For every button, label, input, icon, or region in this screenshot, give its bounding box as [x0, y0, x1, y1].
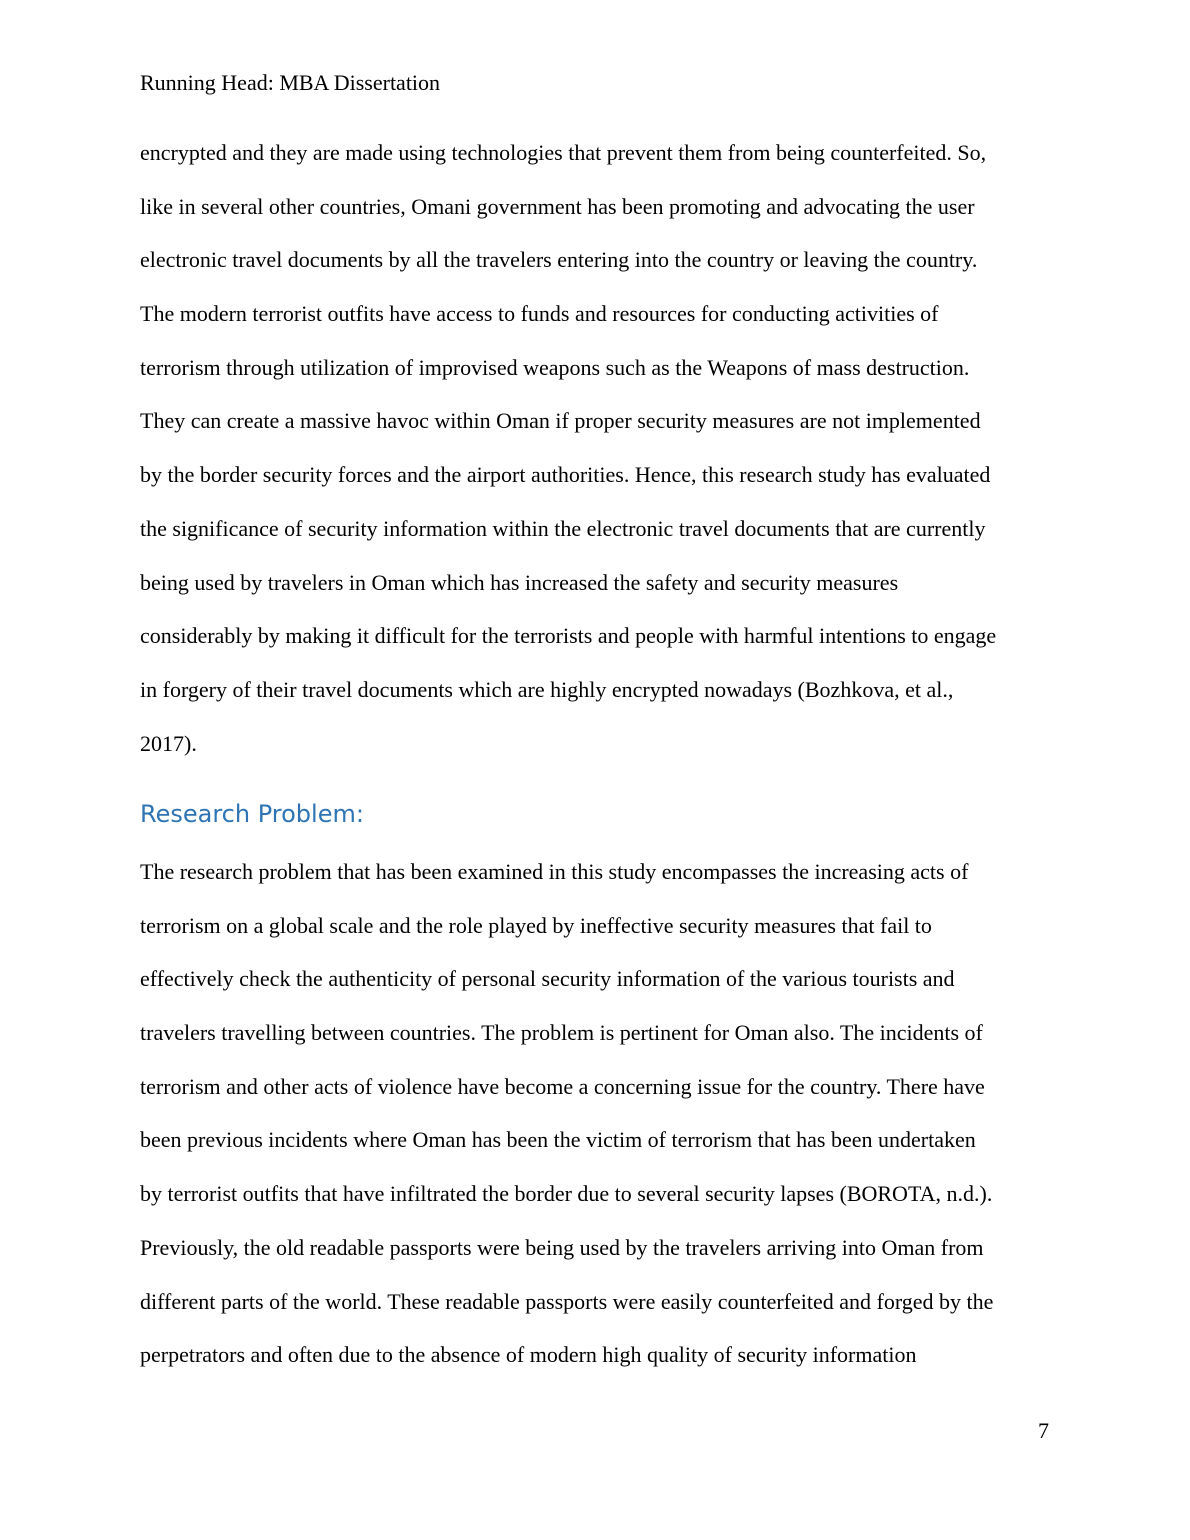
paragraph-line: in forgery of their travel documents which are highly encrypted nowadays (Bozhkova, et al., — [140, 676, 954, 702]
paragraph-line: terrorism on a global scale and the role played by ineffective security measures that fail to — [140, 912, 932, 938]
paragraph-line: by the border security forces and the airport authorities. Hence, this research study has evaluated — [140, 462, 991, 488]
paragraph-line: electronic travel documents by all the travelers entering into the country or leaving the country. — [140, 247, 978, 273]
paragraph-line: considerably by making it difficult for the terrorists and people with harmful intentions to engage — [140, 623, 997, 649]
paragraph-line: Previously, the old readable passports were being used by the travelers arriving into Oman from — [140, 1234, 984, 1260]
paragraph-line: the significance of security information within the electronic travel documents that are currently — [140, 515, 986, 541]
paragraph-line: perpetrators and often due to the absence of modern high quality of security information — [140, 1342, 917, 1368]
paragraph-line: effectively check the authenticity of personal security information of the various tourists and — [140, 966, 955, 992]
running-head: Running Head: MBA Dissertation — [140, 70, 441, 95]
body-paragraph-2 — [140, 857, 1060, 1394]
paragraph-line: The research problem that has been examined in this study encompasses the increasing acts of — [140, 859, 969, 884]
paragraph-line: terrorism through utilization of improvised weapons such as the Weapons of mass destruction. — [140, 354, 970, 380]
paragraph-line: by terrorist outfits that have infiltrated the border due to several security lapses (BOROTA, n.d.). — [140, 1181, 993, 1207]
paragraph-line: been previous incidents where Oman has been the victim of terrorism that has been undertaken — [140, 1127, 976, 1153]
paragraph-line: travelers travelling between countries. The problem is pertinent for Oman also. The incidents of — [140, 1020, 983, 1046]
body-paragraph-1 — [140, 138, 1060, 782]
paragraph-line: different parts of the world. These readable passports were easily counterfeited and forged by the — [140, 1288, 994, 1314]
paragraph-line: The modern terrorist outfits have access to funds and resources for conducting activities of — [140, 301, 939, 327]
paragraph-line: 2017). — [140, 730, 197, 756]
page-number: 7 — [1038, 1418, 1049, 1443]
paragraph-line: being used by travelers in Oman which has increased the safety and security measures — [140, 569, 899, 595]
paragraph-line: like in several other countries, Omani government has been promoting and advocating the user — [140, 193, 975, 219]
paragraph-line: terrorism and other acts of violence have become a concerning issue for the country. There have — [140, 1073, 985, 1099]
paragraph-line: encrypted and they are made using technologies that prevent them from being counterfeited. So, — [140, 140, 987, 165]
paragraph-line: They can create a massive havoc within Oman if proper security measures are not implemented — [140, 408, 981, 434]
section-heading-research-problem: Research Problem: — [140, 800, 364, 828]
